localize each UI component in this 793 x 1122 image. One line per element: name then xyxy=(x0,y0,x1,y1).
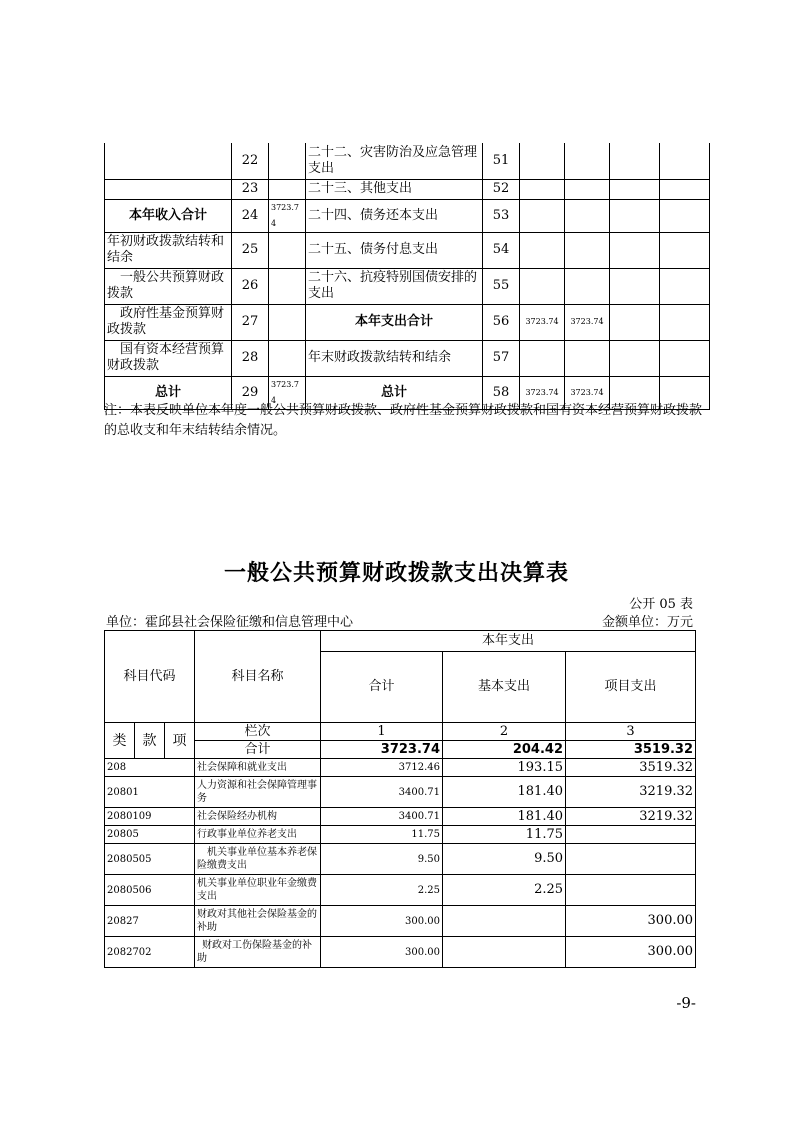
empty-cell xyxy=(660,268,710,304)
row-total: 300.00 xyxy=(321,937,443,968)
expense-value: 3723.74 xyxy=(520,304,565,340)
subject-code: 20827 xyxy=(105,906,195,937)
subject-code: 2080505 xyxy=(105,844,195,875)
subject-name: 财政对工伤保险基金的补助 xyxy=(195,937,321,968)
header-project: 项目支出 xyxy=(566,652,696,723)
table-row xyxy=(105,826,696,844)
expense-label: 二十二、灾害防治及应急管理支出 xyxy=(306,143,483,179)
unit-label: 单位：霍邱县社会保险征缴和信息管理中心 xyxy=(106,615,354,630)
amount-unit: 金额单位：万元 xyxy=(601,615,693,630)
empty-cell xyxy=(610,143,660,179)
empty-cell xyxy=(610,179,660,199)
subject-name: 社会保障和就业支出 xyxy=(195,759,321,777)
row-total: 3400.71 xyxy=(321,777,443,808)
subject-code: 20801 xyxy=(105,777,195,808)
subject-code: 208 xyxy=(105,759,195,777)
expense-value: 3723.74 xyxy=(565,304,610,340)
summary-table xyxy=(104,143,710,410)
income-label xyxy=(105,143,232,179)
row-basic xyxy=(443,906,566,937)
header-code: 科目代码 xyxy=(105,631,195,723)
row-project: 3219.32 xyxy=(566,808,696,826)
income-value xyxy=(269,304,306,340)
header-basic: 基本支出 xyxy=(443,652,566,723)
expense-total-label: 本年支出合计 xyxy=(306,304,483,340)
sum-label: 合计 xyxy=(195,741,321,759)
subject-name: 行政事业单位养老支出 xyxy=(195,826,321,844)
row-number: 54 xyxy=(483,232,520,268)
empty-cell xyxy=(660,199,710,232)
table-row xyxy=(105,844,696,875)
table-row xyxy=(105,143,710,179)
row-number: 24 xyxy=(232,199,269,232)
expense-value xyxy=(520,179,565,199)
subject-name: 人力资源和社会保障管理事务 xyxy=(195,777,321,808)
expense-value xyxy=(565,268,610,304)
header-name: 科目名称 xyxy=(195,631,321,723)
row-project: 300.00 xyxy=(566,937,696,968)
income-value xyxy=(269,268,306,304)
income-value xyxy=(269,232,306,268)
row-total: 3400.71 xyxy=(321,808,443,826)
page-title: 一般公共预算财政拨款支出决算表 xyxy=(223,561,569,586)
subject-code: 2082702 xyxy=(105,937,195,968)
sum-total: 3723.74 xyxy=(321,741,443,759)
row-project: 3219.32 xyxy=(566,777,696,808)
header-total: 合计 xyxy=(321,652,443,723)
expense-value xyxy=(520,340,565,376)
expense-value xyxy=(565,179,610,199)
row-number: 25 xyxy=(232,232,269,268)
row-project xyxy=(566,826,696,844)
expense-label: 年末财政拨款结转和结余 xyxy=(306,340,483,376)
row-project xyxy=(566,875,696,906)
empty-cell xyxy=(610,199,660,232)
header-row xyxy=(105,723,696,741)
row-basic: 181.40 xyxy=(443,777,566,808)
income-value xyxy=(269,143,306,179)
row-basic: 11.75 xyxy=(443,826,566,844)
row-total: 9.50 xyxy=(321,844,443,875)
expense-value xyxy=(520,232,565,268)
income-label: 一般公共预算财政拨款 xyxy=(105,268,232,304)
grand-total-label: 总计 xyxy=(105,376,232,409)
income-label: 政府性基金预算财政拨款 xyxy=(105,304,232,340)
header-current-year: 本年支出 xyxy=(321,631,696,652)
row-number: 26 xyxy=(232,268,269,304)
income-label: 国有资本经营预算财政拨款 xyxy=(105,340,232,376)
table-row xyxy=(105,759,696,777)
subject-name: 财政对其他社会保险基金的补助 xyxy=(195,906,321,937)
income-value xyxy=(269,340,306,376)
row-total: 11.75 xyxy=(321,826,443,844)
page-number: -9- xyxy=(676,994,696,1012)
empty-cell xyxy=(660,232,710,268)
row-total: 3712.46 xyxy=(321,759,443,777)
header-xiang: 项 xyxy=(165,723,195,759)
row-number: 57 xyxy=(483,340,520,376)
expense-value xyxy=(565,199,610,232)
row-project: 3519.32 xyxy=(566,759,696,777)
expense-value xyxy=(565,340,610,376)
grand-total-label: 总计 xyxy=(306,376,483,409)
table-row xyxy=(105,906,696,937)
table-row xyxy=(105,232,710,268)
expense-value xyxy=(520,199,565,232)
row-number: 58 xyxy=(483,376,520,409)
empty-cell xyxy=(660,340,710,376)
subject-code: 2080109 xyxy=(105,808,195,826)
subject-name: 机关事业单位基本养老保险缴费支出 xyxy=(195,844,321,875)
empty-cell xyxy=(660,304,710,340)
header-lei: 类 xyxy=(105,723,135,759)
expense-value xyxy=(565,143,610,179)
row-number: 23 xyxy=(232,179,269,199)
empty-cell xyxy=(660,179,710,199)
income-value xyxy=(269,179,306,199)
table-row xyxy=(105,808,696,826)
row-total: 300.00 xyxy=(321,906,443,937)
header-col3: 3 xyxy=(566,723,696,741)
empty-cell xyxy=(610,268,660,304)
header-kuan: 款 xyxy=(135,723,165,759)
expense-label: 二十六、抗疫特别国债安排的支出 xyxy=(306,268,483,304)
expense-value: 3723.74 xyxy=(520,376,565,409)
table-row xyxy=(105,937,696,968)
table-row xyxy=(105,875,696,906)
table-row xyxy=(105,199,710,232)
income-value: 3723.74 xyxy=(269,199,306,232)
header-col1: 1 xyxy=(321,723,443,741)
table-row xyxy=(105,268,710,304)
header-column-no: 栏次 xyxy=(195,723,321,741)
subject-name: 机关事业单位职业年金缴费支出 xyxy=(195,875,321,906)
table-row xyxy=(105,340,710,376)
income-value: 3723.74 xyxy=(269,376,306,409)
row-basic: 193.15 xyxy=(443,759,566,777)
header-col2: 2 xyxy=(443,723,566,741)
empty-cell xyxy=(610,232,660,268)
subject-name: 社会保险经办机构 xyxy=(195,808,321,826)
empty-cell xyxy=(610,304,660,340)
sum-project: 3519.32 xyxy=(566,741,696,759)
expense-value: 3723.74 xyxy=(565,376,610,409)
row-number: 27 xyxy=(232,304,269,340)
expense-label: 二十五、债务付息支出 xyxy=(306,232,483,268)
table-code: 公开 05 表 xyxy=(629,597,693,612)
empty-cell xyxy=(610,340,660,376)
table-row xyxy=(105,179,710,199)
row-number: 56 xyxy=(483,304,520,340)
row-number: 28 xyxy=(232,340,269,376)
row-number: 53 xyxy=(483,199,520,232)
expense-label: 二十三、其他支出 xyxy=(306,179,483,199)
expense-value xyxy=(520,268,565,304)
income-total-label: 本年收入合计 xyxy=(105,199,232,232)
row-basic: 9.50 xyxy=(443,844,566,875)
table-row xyxy=(105,777,696,808)
row-number: 29 xyxy=(232,376,269,409)
row-number: 52 xyxy=(483,179,520,199)
row-number: 22 xyxy=(232,143,269,179)
sum-basic: 204.42 xyxy=(443,741,566,759)
table-note: 注：本表反映单位本年度一般公共预算财政拨款、政府性基金预算财政拨款和国有资本经营预算财政拨款的总收支和年末结转结余情况。 xyxy=(104,403,703,438)
row-number: 55 xyxy=(483,268,520,304)
table-row xyxy=(105,304,710,340)
row-project xyxy=(566,844,696,875)
expense-label: 二十四、债务还本支出 xyxy=(306,199,483,232)
header-row xyxy=(105,631,696,652)
row-basic: 2.25 xyxy=(443,875,566,906)
subject-code: 2080506 xyxy=(105,875,195,906)
income-label xyxy=(105,179,232,199)
empty-cell xyxy=(660,143,710,179)
row-basic: 181.40 xyxy=(443,808,566,826)
row-basic xyxy=(443,937,566,968)
row-project: 300.00 xyxy=(566,906,696,937)
row-total: 2.25 xyxy=(321,875,443,906)
expense-value xyxy=(520,143,565,179)
row-number: 51 xyxy=(483,143,520,179)
income-label: 年初财政拨款结转和结余 xyxy=(105,232,232,268)
expense-table xyxy=(104,630,696,968)
subject-code: 20805 xyxy=(105,826,195,844)
expense-value xyxy=(565,232,610,268)
